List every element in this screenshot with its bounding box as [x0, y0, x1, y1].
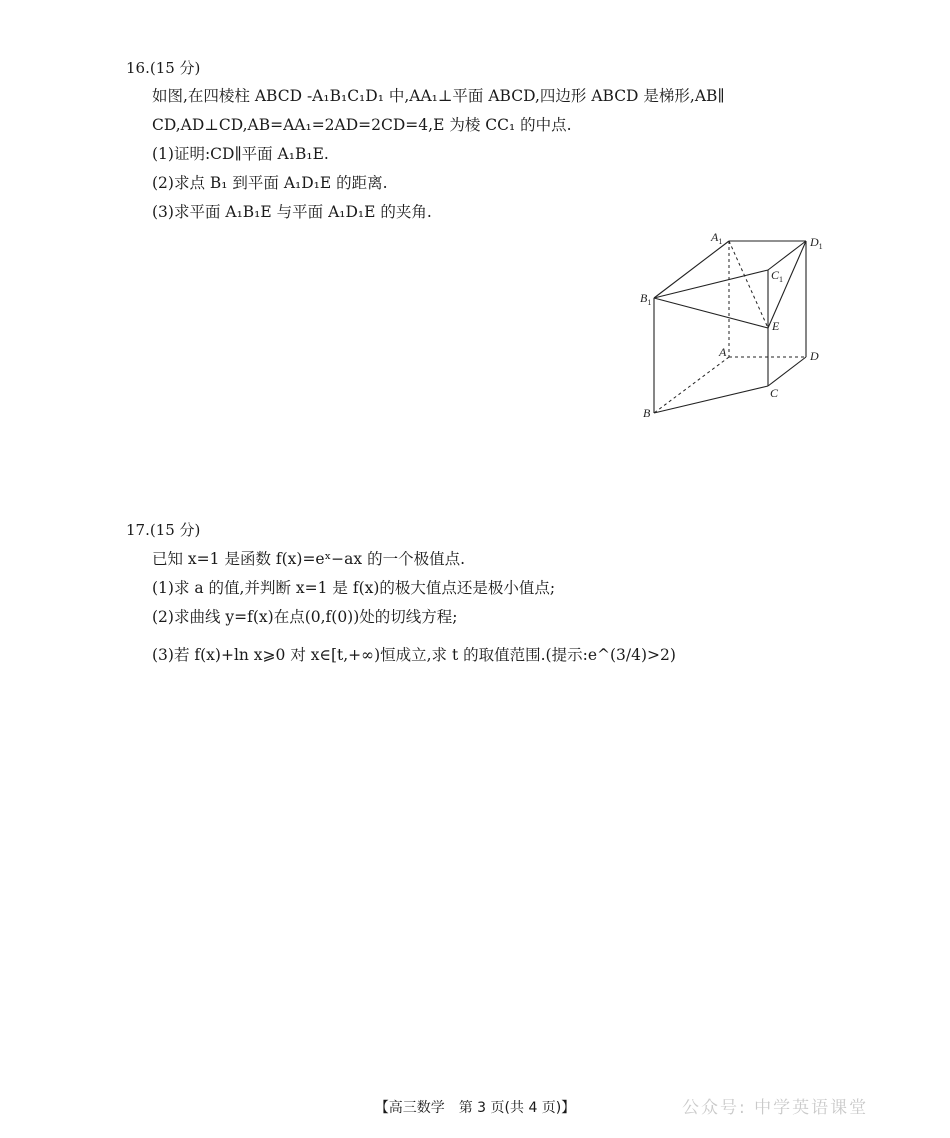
label-E: E — [772, 319, 780, 333]
q16-line-2: CD,AD⊥CD,AB=AA₁=2AD=2CD=4,E 为棱 CC₁ 的中点. — [152, 116, 572, 134]
q17-line-1: 已知 x=1 是函数 f(x)=eˣ−ax 的一个极值点. — [152, 550, 465, 568]
q16-part-3: (3)求平面 A₁B₁E 与平面 A₁D₁E 的夹角. — [152, 203, 432, 221]
prism-figure — [636, 226, 836, 426]
edge-A1E — [729, 241, 768, 328]
edge-D1E — [768, 241, 806, 328]
q17-part-1: (1)求 a 的值,并判断 x=1 是 f(x)的极大值点还是极小值点; — [152, 579, 556, 597]
edge-A1B1 — [654, 241, 729, 298]
q16-part-2: (2)求点 B₁ 到平面 A₁D₁E 的距离. — [152, 174, 388, 192]
label-C: C — [770, 386, 779, 400]
q16-line-1: 如图,在四棱柱 ABCD -A₁B₁C₁D₁ 中,AA₁⊥平面 ABCD,四边形 ABCD 是梯形,AB∥ — [152, 87, 725, 105]
edge-B1C1 — [654, 270, 768, 298]
edge-B1E — [654, 298, 768, 328]
label-A: A — [719, 345, 727, 359]
q17-number: 17.(15 分) — [126, 521, 201, 539]
edge-BC — [654, 386, 768, 413]
label-D1: $D_1$ — [810, 235, 823, 251]
q17-part-3: (3)若 f(x)+ln x⩾0 对 x∈[t,+∞)恒成立,求 t 的取值范围.(提示:e^(3/4)>2) — [152, 646, 676, 664]
page-footer: 【高三数学 第 3 页(共 4 页)】 — [374, 1100, 576, 1116]
label-A1: $A_1$ — [711, 230, 723, 246]
q16-number: 16.(15 分) — [126, 59, 201, 77]
label-B: B — [643, 406, 651, 420]
watermark: 公众号: 中学英语课堂 — [682, 1098, 869, 1118]
label-B1: $B_1$ — [640, 291, 652, 307]
label-C1: $C_1$ — [771, 268, 784, 284]
q16-part-1: (1)证明:CD∥平面 A₁B₁E. — [152, 145, 329, 163]
label-D: D — [810, 349, 819, 363]
edge-CD — [768, 357, 806, 386]
edge-D1C1 — [768, 241, 806, 270]
q17-part-2: (2)求曲线 y=f(x)在点(0,f(0))处的切线方程; — [152, 608, 458, 626]
